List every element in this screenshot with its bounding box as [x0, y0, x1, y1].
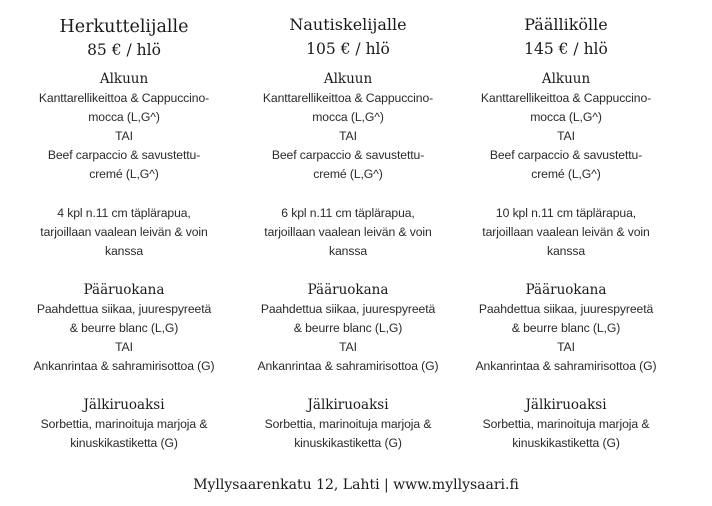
menu-line: 10 kpl n.11 cm täplärapua,: [495, 206, 637, 220]
menu-line: Beef carpaccio & savustettu-: [489, 148, 643, 162]
menu-line: & beurre blanc (L,G): [511, 321, 621, 335]
menu-line: cremé (L,G^): [313, 167, 383, 181]
main-course-section: [446, 281, 686, 376]
section-heading: Alkuun: [541, 71, 591, 87]
section-heading: Pääruokana: [83, 282, 165, 298]
menu-price: 145 € / hlö: [524, 40, 608, 58]
menu-line: mocca (L,G^): [88, 110, 160, 124]
starter-section: [446, 70, 686, 184]
menu-line: Kanttarellikeittoa & Cappuccino-: [38, 91, 210, 105]
menu-line: tarjoillaan vaalean leivän & voin: [40, 225, 208, 239]
menu-line-or: TAI: [339, 340, 357, 354]
starter-section: [228, 70, 468, 184]
menu-line: Kanttarellikeittoa & Cappuccino-: [480, 91, 652, 105]
footer-address: Myllysaarenkatu 12, Lahti | www.myllysaari.fi: [193, 477, 519, 493]
section-heading: Alkuun: [99, 71, 149, 87]
menu-price: 105 € / hlö: [306, 40, 390, 58]
menu-line: 6 kpl n.11 cm täplärapua,: [281, 206, 415, 220]
menu-line: tarjoillaan vaalean leivän & voin: [482, 225, 650, 239]
dessert-section: [446, 396, 686, 453]
menu-line: tarjoillaan vaalean leivän & voin: [264, 225, 432, 239]
section-heading: Jälkiruoaksi: [83, 397, 165, 413]
menu-line: Beef carpaccio & savustettu-: [47, 148, 201, 162]
menu-line-or: TAI: [115, 129, 133, 143]
crayfish-section: [446, 204, 686, 261]
menu-line: Paahdettua siikaa, juurespyreetä: [478, 302, 654, 316]
main-course-section: [4, 281, 244, 376]
main-course-section: [228, 281, 468, 376]
menu-line: kanssa: [328, 244, 367, 258]
menu-line: Beef carpaccio & savustettu-: [271, 148, 425, 162]
menu-line: 4 kpl n.11 cm täplärapua,: [57, 206, 191, 220]
menu-title: Herkuttelijalle: [59, 17, 189, 37]
menu-line: mocca (L,G^): [312, 110, 384, 124]
menu-line-or: TAI: [339, 129, 357, 143]
menu-line: Paahdettua siikaa, juurespyreetä: [36, 302, 212, 316]
menu-line: Ankanrintaa & sahramirisottoa (G): [475, 359, 657, 373]
starter-section: [4, 70, 244, 184]
menu-price: 85 € / hlö: [87, 41, 161, 59]
section-heading: Jälkiruoaksi: [307, 397, 389, 413]
crayfish-section: [4, 204, 244, 261]
menu-line: Paahdettua siikaa, juurespyreetä: [260, 302, 436, 316]
menu-line: Sorbettia, marinoituja marjoja &: [264, 417, 432, 431]
menu-line: cremé (L,G^): [89, 167, 159, 181]
section-heading: Jälkiruoaksi: [525, 397, 607, 413]
menu-line: Sorbettia, marinoituja marjoja &: [482, 417, 650, 431]
section-heading: Pääruokana: [525, 282, 607, 298]
menu-line: Ankanrintaa & sahramirisottoa (G): [33, 359, 215, 373]
menu-line-or: TAI: [557, 340, 575, 354]
menu-line-or: TAI: [557, 129, 575, 143]
menu-line: kanssa: [104, 244, 143, 258]
menu-line: & beurre blanc (L,G): [69, 321, 179, 335]
dessert-section: [4, 396, 244, 453]
menu-title: Päällikölle: [524, 15, 608, 34]
crayfish-section: [228, 204, 468, 261]
menu-line: cremé (L,G^): [531, 167, 601, 181]
menu-line: mocca (L,G^): [530, 110, 602, 124]
menu-line: kinuskikastiketta (G): [294, 436, 402, 450]
menu-line: Sorbettia, marinoituja marjoja &: [40, 417, 208, 431]
menu-line: kanssa: [546, 244, 585, 258]
section-heading: Pääruokana: [307, 282, 389, 298]
menu-line: kinuskikastiketta (G): [512, 436, 620, 450]
dessert-section: [228, 396, 468, 453]
section-heading: Alkuun: [323, 71, 373, 87]
menu-line: & beurre blanc (L,G): [293, 321, 403, 335]
menu-line: Kanttarellikeittoa & Cappuccino-: [262, 91, 434, 105]
menu-line-or: TAI: [115, 340, 133, 354]
menu-line: kinuskikastiketta (G): [70, 436, 178, 450]
menu-title: Nautiskelijalle: [289, 15, 407, 34]
menu-line: Ankanrintaa & sahramirisottoa (G): [257, 359, 439, 373]
